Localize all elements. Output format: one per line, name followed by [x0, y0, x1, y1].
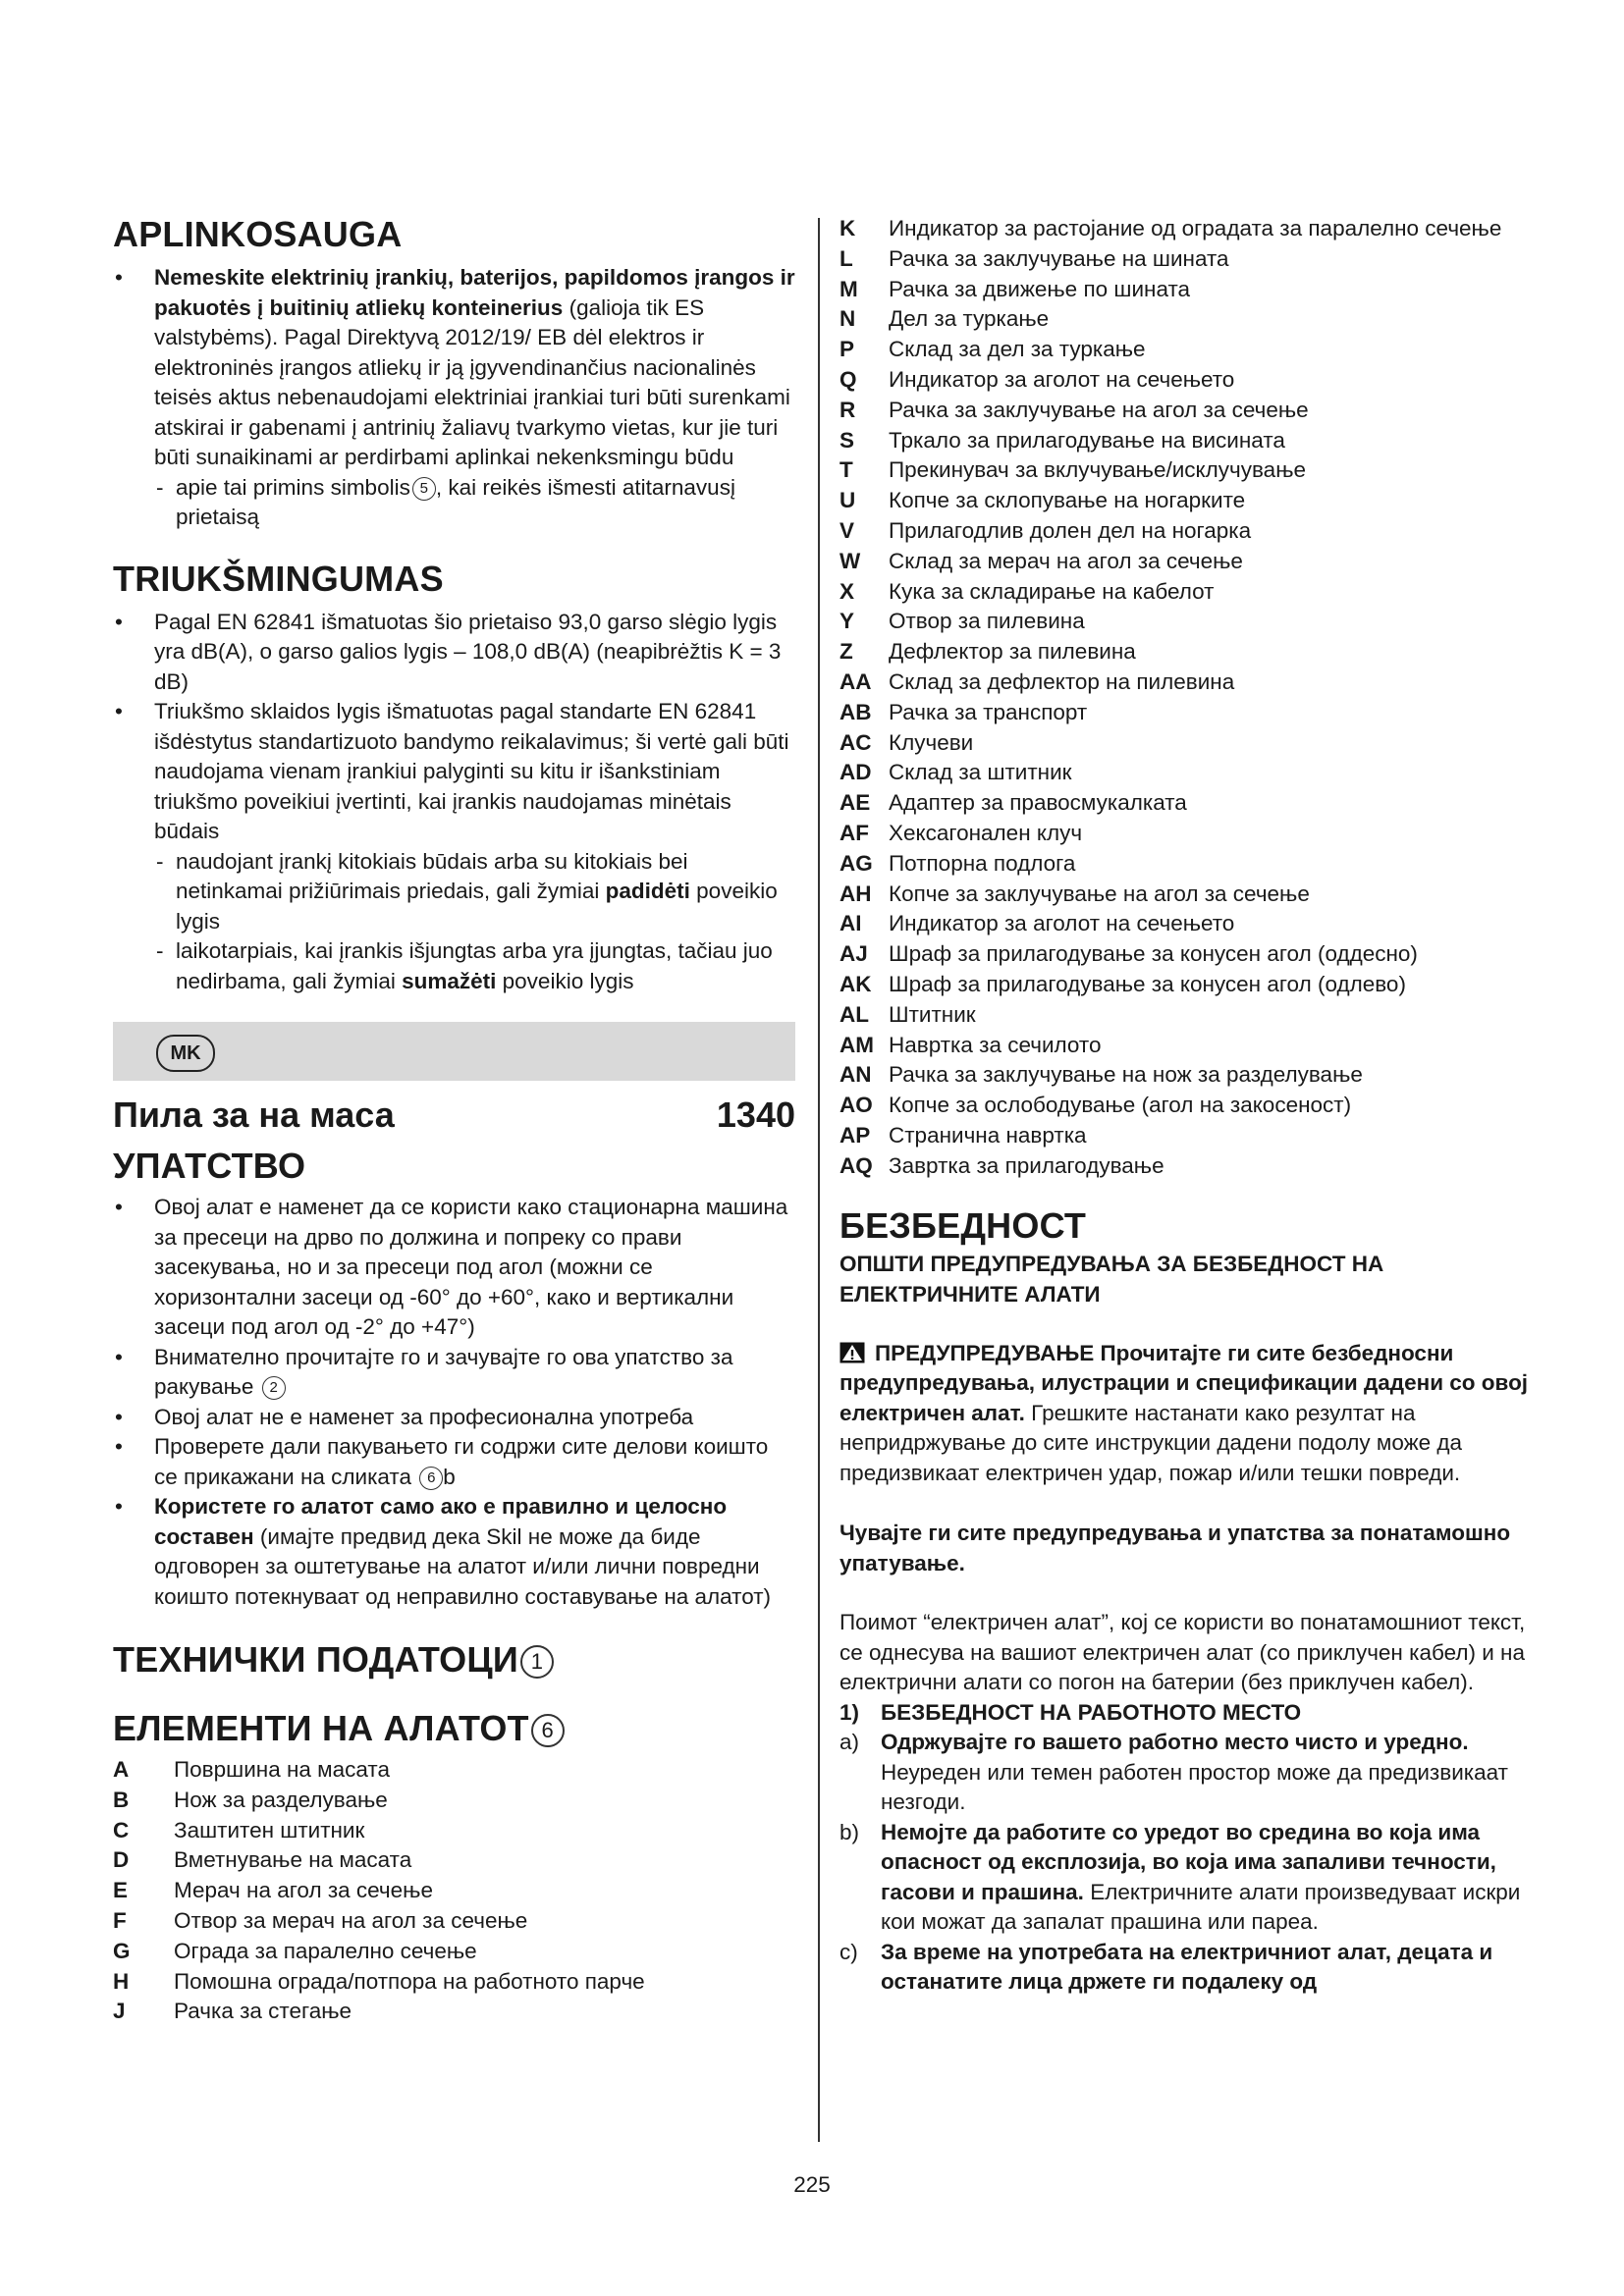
- part-label: Адаптер за правосмукалката: [889, 790, 1187, 816]
- part-label: Потпорна подлога: [889, 850, 1076, 876]
- part-key: C: [113, 1817, 130, 1842]
- lettered-item: [839, 1938, 1542, 1998]
- part-label: Копче за склопување на ногарките: [889, 488, 1246, 513]
- product-model: 1340: [716, 1095, 795, 1135]
- part-label: Странична навртка: [889, 1122, 1087, 1148]
- part-label: Вметнување на масата: [174, 1847, 412, 1873]
- section-title-bezbednost: БЕЗБЕДНОСТ: [839, 1204, 1087, 1246]
- part-key: Z: [839, 639, 853, 665]
- lettered-item: [839, 1818, 1542, 1938]
- part-label: Рачка за заклучување на агол за сечење: [889, 397, 1309, 422]
- list-item: • Овој алат е наменет да се користи како стационарна машина за пресеци на дрво по должина и попреку со прави засекувања, но и за пресеци под агол (можни се хоризонтални засеци од -60° до +60°, како и вертикални засеци под агол од -2° до +47°): [113, 1193, 795, 1343]
- bold-text: Nemeskite elektrinių įrankių, baterijos, papildomos įrangos ir pakuotės į buitinių atliekų konteinerius: [154, 265, 795, 320]
- language-bar: [113, 1022, 795, 1081]
- left-column: [113, 214, 795, 2027]
- parts-list-left: [113, 1755, 795, 2027]
- part-item: [839, 1121, 1542, 1151]
- part-item: [839, 819, 1542, 849]
- part-key: AK: [839, 971, 872, 996]
- bold-text: Одржувајте го вашето работно место чисто и уредно.: [881, 1730, 1469, 1754]
- part-item: [839, 1091, 1542, 1121]
- column-divider: [818, 218, 820, 2142]
- part-item: [113, 1786, 795, 1816]
- part-item: [839, 455, 1542, 486]
- part-key: T: [839, 457, 853, 483]
- part-item: [839, 516, 1542, 547]
- part-label: Мерач на агол за сечење: [174, 1878, 433, 1903]
- part-item: [839, 1031, 1542, 1061]
- part-key: W: [839, 548, 861, 573]
- product-title-row: [113, 1095, 795, 1136]
- part-label: Индикатор за аголот на сечењето: [889, 366, 1235, 392]
- part-label: Копче за ослободување (агол на закосеност): [889, 1093, 1352, 1118]
- bold-text: Користете го алатот само ако е правилно и целосно составен: [154, 1494, 728, 1549]
- figure-ref-circle: 1: [520, 1645, 554, 1679]
- letter: b): [839, 1819, 860, 1844]
- part-label: Тркало за прилагодување на висината: [889, 427, 1285, 453]
- numbered-heading: [839, 1698, 1542, 1729]
- product-name: Пила за на маса: [113, 1095, 395, 1135]
- part-key: V: [839, 517, 855, 543]
- part-item: [839, 849, 1542, 880]
- part-key: AA: [839, 668, 872, 694]
- part-key: M: [839, 276, 858, 301]
- part-item: [113, 1845, 795, 1876]
- part-item: [839, 970, 1542, 1000]
- heading-text: БЕЗБЕДНОСТ НА РАБОТНОТО МЕСТО: [881, 1699, 1302, 1725]
- section-title-tehnicki: [113, 1639, 795, 1681]
- part-key: J: [113, 1999, 126, 2024]
- number: 1): [839, 1699, 860, 1725]
- title-text: ТЕХНИЧКИ ПОДАТОЦИ: [113, 1639, 518, 1680]
- part-label: Завртка за прилагодување: [889, 1152, 1164, 1178]
- part-label: Хексагонален клуч: [889, 820, 1083, 845]
- part-label: Копче за заклучување на агол за сечење: [889, 881, 1310, 906]
- figure-ref-circle: 6: [419, 1467, 443, 1490]
- aplinkosauga-list: [113, 263, 795, 473]
- part-key: N: [839, 306, 856, 332]
- upatstvo-list: [113, 1193, 795, 1612]
- part-key: G: [113, 1938, 131, 1963]
- part-item: [113, 1937, 795, 1967]
- keep-instructions: Чувајте ги сите предупредувања и упатства за понатамошно упатување.: [839, 1521, 1511, 1575]
- part-item: [839, 1060, 1542, 1091]
- part-item: [839, 758, 1542, 788]
- section-title-triuksmingumas: TRIUKŠMINGUMAS: [113, 558, 444, 599]
- part-item: [113, 1967, 795, 1998]
- part-label: Рачка за заклучување на нож за разделување: [889, 1062, 1363, 1088]
- part-label: Навртка за сечилото: [889, 1032, 1102, 1057]
- part-key: AE: [839, 790, 871, 816]
- part-label: Рачка за движење по шината: [889, 276, 1191, 301]
- part-item: [839, 426, 1542, 456]
- list-item: • Овој алат не е наменет за професионална употреба: [113, 1403, 795, 1433]
- list-item: [113, 1492, 795, 1612]
- body-text: b: [443, 1464, 456, 1489]
- part-key: AN: [839, 1062, 872, 1088]
- part-item: [839, 275, 1542, 305]
- part-key: Y: [839, 609, 855, 634]
- part-item: [839, 1000, 1542, 1031]
- section-subtitle: ОПШТИ ПРЕДУПРЕДУВАЊА ЗА БЕЗБЕДНОСТ НА ЕЛЕКТРИЧНИТЕ АЛАТИ: [839, 1251, 1384, 1307]
- part-item: [113, 1816, 795, 1846]
- part-key: X: [839, 578, 855, 604]
- part-key: L: [839, 245, 853, 271]
- right-column: [839, 214, 1542, 1998]
- body-text: Електричните алати произведуваат искри кои можат да запалат прашина или пареа.: [881, 1879, 1521, 1934]
- part-key: P: [839, 337, 855, 362]
- part-item: [839, 1151, 1542, 1182]
- body-text: laikotarpiais, kai įrankis išjungtas arba yra įjungtas, tačiau juo nedirbama, gali žymiai: [176, 938, 773, 993]
- body-text: poveikio lygis: [176, 879, 778, 934]
- sub-item: [113, 473, 795, 533]
- list-item: [113, 263, 795, 473]
- part-key: F: [113, 1907, 127, 1933]
- part-item: [839, 244, 1542, 275]
- bold-text: За време на употребата на електричниот алат, децата и останатите лица држете ги подалеку од: [881, 1939, 1493, 1994]
- letter: c): [839, 1939, 858, 1964]
- part-item: [839, 486, 1542, 516]
- part-key: AO: [839, 1093, 873, 1118]
- term-definition: Поимот “електричен алат”, кој се користи во понатамошниот текст, се однесува на вашиот електричен алат (со приклучен кабел) и на електрични алати со погон на батерии (без приклучен кабел).: [839, 1610, 1526, 1694]
- part-item: [113, 1906, 795, 1937]
- part-key: H: [113, 1968, 130, 1994]
- part-item: [113, 1876, 795, 1906]
- warning-paragraph: [839, 1339, 1542, 1489]
- dash: -: [156, 474, 164, 500]
- part-label: Рачка за транспорт: [889, 699, 1088, 724]
- dash: -: [156, 848, 164, 874]
- part-label: Помошна ограда/потпора на работното парче: [174, 1968, 645, 1994]
- body-text: Неуреден или темен работен простор може да предизвикаат незгоди.: [881, 1759, 1508, 1814]
- part-key: AB: [839, 699, 872, 724]
- part-label: Склад за дел за туркање: [889, 337, 1146, 362]
- part-item: [839, 577, 1542, 608]
- part-item: [839, 728, 1542, 759]
- section-title-elementi: [113, 1708, 795, 1749]
- page-number: 225: [793, 2172, 831, 2197]
- part-key: AD: [839, 760, 872, 785]
- part-label: Индикатор за аголот на сечењето: [889, 911, 1235, 936]
- part-key: B: [113, 1787, 130, 1812]
- figure-ref-circle: 2: [262, 1376, 286, 1400]
- body-text: Проверете дали пакувањето ги содржи сите делови коишто се прикажани на сликата: [154, 1434, 769, 1489]
- triuksmingumas-list: [113, 608, 795, 847]
- body-text: Внимателно прочитајте го и зачувајте го ова упатство за ракување: [154, 1344, 733, 1399]
- part-item: [113, 1755, 795, 1786]
- part-label: Нож за разделување: [174, 1787, 388, 1812]
- part-label: Кука за складирање на кабелот: [889, 578, 1215, 604]
- list-item: [113, 1343, 795, 1403]
- body-text: apie tai primins simbolis: [176, 474, 410, 500]
- part-label: Склад за штитник: [889, 760, 1072, 785]
- part-label: Склад за дефлектор на пилевина: [889, 668, 1235, 694]
- bold-text: Немојте да работите со уредот во средина во која има опасност од експлозија, во која има запаливи течности, гасови и прашина.: [881, 1819, 1496, 1904]
- list-item: [113, 1432, 795, 1492]
- part-item: [839, 880, 1542, 910]
- body-text: (galioja tik ES valstybėms). Pagal Direktyvą 2012/19/ EB dėl elektros ir elektroninės įrangos atliekų ir ją įgyvendinančius nacionalinės teisės aktus nebenaudojami elektriniai įrankiai turi būti surenkami atskirai ir gabenami į antrinių žaliavų tvarkymo vietas, kur jie turi būti sunaikinami ar perdirbami aplinkai nekenksmingu būdu: [154, 294, 790, 469]
- part-item: [839, 396, 1542, 426]
- part-label: Површина на масата: [174, 1757, 390, 1782]
- part-label: Отвор за мерач на агол за сечење: [174, 1907, 528, 1933]
- body-text: (имајте предвид дека Skil не може да биде одговорен за оштетување на алатот и/или лични повредни коишто потекнуваат од неправилно составување на алатот): [154, 1523, 772, 1609]
- body-text: poveikio lygis: [496, 968, 634, 993]
- part-key: AG: [839, 850, 873, 876]
- part-key: AL: [839, 1001, 869, 1027]
- figure-ref-circle: 5: [412, 477, 436, 501]
- part-item: [839, 667, 1542, 698]
- bold-text: padidėti: [605, 879, 690, 903]
- sub-item: [113, 847, 795, 937]
- dash: -: [156, 938, 164, 963]
- figure-ref-circle: 6: [531, 1714, 565, 1747]
- list-item: • Pagal EN 62841 išmatuotas šio prietaiso 93,0 garso slėgio lygis yra dB(A), o garso galios lygis – 108,0 dB(A) (neapibrėžtis K = 3 dB): [113, 608, 795, 698]
- part-item: [839, 365, 1542, 396]
- part-item: [113, 1997, 795, 2027]
- body-text: Грешките настанати како резултат на непридржување до сите инструкции дадени подолу може да предизвикаат електричен удар, пожар и/или тешки повреди.: [839, 1400, 1463, 1485]
- part-item: [839, 304, 1542, 335]
- part-key: U: [839, 488, 856, 513]
- part-label: Отвор за пилевина: [889, 609, 1085, 634]
- part-key: K: [839, 216, 856, 240]
- part-item: [839, 939, 1542, 970]
- part-label: Дефлектор за пилевина: [889, 639, 1136, 665]
- part-key: AH: [839, 881, 872, 906]
- part-item: [839, 637, 1542, 667]
- part-label: Клучеви: [889, 729, 974, 755]
- bold-text: sumažėti: [402, 968, 497, 993]
- part-item: [839, 698, 1542, 728]
- part-label: Шраф за прилагодување за конусен агол (оддесно): [889, 941, 1418, 967]
- parts-list-right: [839, 214, 1542, 1182]
- part-label: Прилагодлив долен дел на ногарка: [889, 517, 1252, 543]
- part-key: R: [839, 397, 856, 422]
- bold-text: ПРЕДУПРЕДУВАЊЕ Прочитајте ги сите безбедносни предупредувања, илустрации и спецификации дадени со овој електричен алат.: [839, 1340, 1529, 1425]
- part-item: [839, 788, 1542, 819]
- part-label: Штитник: [889, 1001, 976, 1027]
- part-item: [839, 607, 1542, 637]
- part-label: Прекинувач за вклучување/исклучување: [889, 457, 1306, 483]
- part-label: Дел за туркање: [889, 306, 1050, 332]
- section-title-aplinkosauga: APLINKOSAUGA: [113, 214, 403, 254]
- part-label: Ограда за паралелно сечење: [174, 1938, 477, 1963]
- part-label: Индикатор за растојание од оградата за паралелно сечење: [889, 216, 1502, 240]
- part-item: [839, 909, 1542, 939]
- lettered-item: [839, 1728, 1542, 1818]
- part-label: Рачка за заклучување на шината: [889, 245, 1229, 271]
- part-key: AP: [839, 1122, 871, 1148]
- letter: a): [839, 1730, 860, 1754]
- part-key: AQ: [839, 1152, 873, 1178]
- part-item: [839, 547, 1542, 577]
- title-text: ЕЛЕМЕНТИ НА АЛАТОТ: [113, 1708, 529, 1748]
- warning-icon: [839, 1342, 865, 1363]
- sub-item: [113, 936, 795, 996]
- part-label: Шраф за прилагодување за конусен агол (одлево): [889, 971, 1406, 996]
- list-item: • Triukšmo sklaidos lygis išmatuotas pagal standarte EN 62841 išdėstytus standartizuoto bandymo reikalavimus; ši vertė gali būti naudojama vienam įrankiui palyginti su kitu ir išankstiniam triukšmo poveikiui įvertinti, kai įrankis naudojamas minėtais būdais: [113, 697, 795, 847]
- part-key: AC: [839, 729, 872, 755]
- part-key: E: [113, 1878, 129, 1903]
- section-title-upatstvo: УПАТСТВО: [113, 1146, 306, 1186]
- part-label: Склад за мерач на агол за сечење: [889, 548, 1243, 573]
- part-key: AI: [839, 911, 862, 936]
- part-item: [839, 214, 1542, 244]
- part-key: Q: [839, 366, 857, 392]
- body-text: naudojant įrankį kitokiais būdais arba su kitokiais bei netinkamai prižiūrimais priedais, gali žymiai: [176, 848, 688, 903]
- part-item: [839, 335, 1542, 365]
- language-badge: MK: [156, 1035, 215, 1072]
- part-key: D: [113, 1847, 130, 1873]
- part-key: AF: [839, 820, 869, 845]
- part-key: AJ: [839, 941, 868, 967]
- part-key: AM: [839, 1032, 874, 1057]
- body-text: , kai reikės išmesti atitarnavusį prietaisą: [176, 474, 735, 529]
- part-label: Заштитен штитник: [174, 1817, 365, 1842]
- part-key: A: [113, 1757, 130, 1782]
- part-label: Рачка за стегање: [174, 1999, 352, 2024]
- part-key: S: [839, 427, 855, 453]
